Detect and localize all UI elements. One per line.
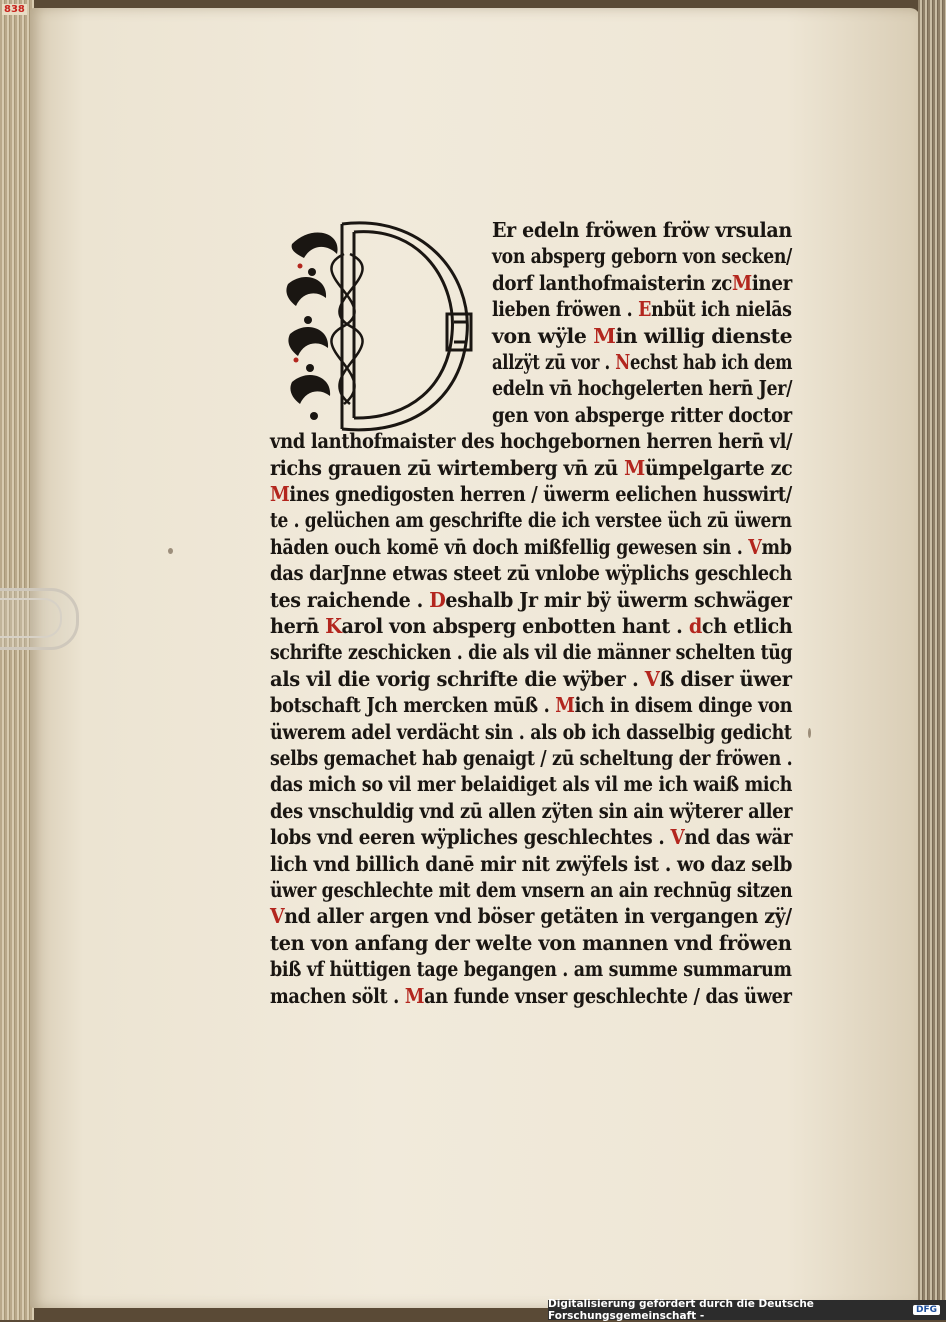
text-segment: ch etlich (701, 614, 793, 638)
text-segment: lieben fröwen . (492, 297, 639, 322)
text-segment: üwerem adel verdächt sin . als ob ich dasselbig gedicht (270, 719, 792, 744)
paper-clip-inner (0, 598, 62, 638)
text-segment: an funde vnser geschlechte / das üwer (424, 983, 792, 1008)
text-line (270, 852, 792, 876)
text-line (270, 904, 792, 928)
text-segment: iner (751, 270, 792, 295)
text-segment: echst hab ich dem (629, 350, 793, 374)
text-segment: eshalb Jr mir bÿ üwerm schwäger (445, 587, 792, 612)
text-line (270, 878, 792, 902)
text-segment: als vil die vorig schrifte die wÿber . (270, 666, 645, 691)
book-fore-edge-left (0, 0, 34, 1320)
dfg-logo: DFG (913, 1305, 940, 1315)
text-segment: hāden ouch komē vn̄ doch mißfellig gewesen sin . (270, 534, 749, 559)
footer-credit: Digitalisierung gefördert durch die Deutsche Forschungsgemeinschaft - (548, 1298, 814, 1322)
text-line (492, 271, 792, 295)
text-line (270, 482, 792, 506)
text-line (270, 984, 792, 1008)
text-segment: nd das wär (684, 825, 793, 850)
ink-spot (168, 548, 173, 554)
rubricated-letter: M (624, 455, 645, 480)
text-segment: te . gelüchen am geschrifte die ich verstee üch zū üwern (270, 508, 792, 533)
text-segment: von absperg geborn von secken/ (492, 244, 792, 269)
rubricated-letter: M (555, 693, 575, 718)
text-line (492, 218, 792, 242)
text-line (270, 772, 792, 796)
text-line (270, 667, 792, 691)
text-line (270, 957, 792, 981)
text-segment: selbs gemachet hab genaigt / zū scheltung der fröwen . (270, 746, 793, 770)
text-segment: Er edeln fröwen fröw vrsulan (492, 218, 792, 242)
text-segment: hern̄ (270, 614, 326, 638)
text-segment: des vnschuldig vnd zū allen zÿten sin ain wÿterer aller (270, 798, 793, 823)
text-segment: schrifte zeschicken . die als vil die männer schelten tūg (270, 640, 793, 665)
text-line (270, 799, 792, 823)
rubricated-letter: V (270, 904, 285, 929)
text-segment: von wÿle (492, 323, 594, 348)
text-line (270, 614, 792, 638)
text-line (270, 508, 792, 532)
text-line (492, 297, 792, 321)
text-segment: das mich so vil mer belaidiget als vil me ich waiß mich (270, 772, 793, 797)
text-segment: machen sölt . (270, 983, 405, 1008)
text-segment: biß vf hüttigen tage begangen . am summe summarum (270, 957, 792, 982)
ink-spot (808, 728, 811, 738)
text-segment: in willig dienste (615, 323, 793, 348)
rubricated-letter: V (670, 825, 685, 850)
text-line (492, 350, 792, 374)
text-segment: tes raichende . (270, 587, 430, 612)
text-line (270, 746, 792, 770)
text-segment: ten von anfang der welte von mannen vnd fröwen (270, 930, 792, 955)
digitization-footer (548, 1300, 946, 1320)
text-line (492, 403, 792, 427)
text-line (492, 376, 792, 400)
text-segment: ümpelgarte zc (644, 455, 793, 480)
rubricated-letter: D (429, 587, 446, 612)
text-segment: mb (761, 534, 792, 559)
rubricated-letter: M (404, 983, 425, 1008)
text-segment: allzÿt zū vor . (492, 350, 616, 374)
folio-number: 838 (4, 4, 25, 15)
rubricated-letter: V (748, 534, 762, 559)
text-segment: edeln vn̄ hochgelerten hern̄ Jer/ (492, 376, 793, 401)
text-line (492, 244, 792, 268)
rubricated-letter: M (593, 323, 616, 348)
text-segment: arol von absperg enbotten hant . (341, 614, 689, 638)
text-line (270, 429, 792, 453)
text-segment: üwer geschlechte mit dem vnsern an ain rechnūg sitzen (270, 878, 793, 902)
text-segment: ines gnedigosten herren / üwerm eelichen husswirt/ (289, 482, 792, 506)
text-segment: ich in disem dinge von (574, 693, 793, 718)
text-segment: richs grauen zū wirtemberg vn̄ zū (270, 455, 625, 480)
rubricated-letter: V (644, 666, 660, 691)
book-fore-edge-right (918, 0, 946, 1320)
incunabula-text-block (270, 218, 800, 1008)
rubricated-letter: d (688, 614, 702, 638)
rubricated-letter: M (270, 482, 290, 506)
text-line (270, 640, 792, 664)
text-line (270, 931, 792, 955)
rubricated-letter: M (731, 270, 752, 295)
text-line (270, 720, 792, 744)
text-line (270, 693, 792, 717)
rubricated-letter: N (615, 350, 630, 374)
text-segment: nd aller argen vnd böser getäten in vergangen zÿ/ (284, 904, 792, 929)
text-line (270, 535, 792, 559)
text-line (270, 588, 792, 612)
rubricated-letter: E (638, 297, 652, 322)
text-segment: das darJnne etwas steet zū vnlobe wÿplichs geschlech (270, 561, 792, 586)
text-line (270, 456, 792, 480)
text-segment: lich vnd billich danē mir nit zwÿfels ist . wo daz selb (270, 851, 793, 876)
text-segment: gen von absperge ritter doctor (492, 402, 792, 427)
text-segment: dorf lanthofmaisterin zc (492, 270, 732, 295)
text-line (270, 561, 792, 585)
text-line (492, 324, 792, 348)
text-segment: lobs vnd eeren wÿpliches geschlechtes . (270, 825, 671, 850)
rubricated-letter: K (325, 614, 342, 638)
text-segment: vnd lanthofmaister des hochgebornen herren hern̄ vl/ (270, 429, 793, 454)
text-segment: ß diser üwer (659, 666, 792, 691)
text-line (270, 825, 792, 849)
text-segment: botschaft Jch mercken mūß . (270, 693, 556, 718)
text-segment: nbüt ich nielās (651, 297, 792, 322)
